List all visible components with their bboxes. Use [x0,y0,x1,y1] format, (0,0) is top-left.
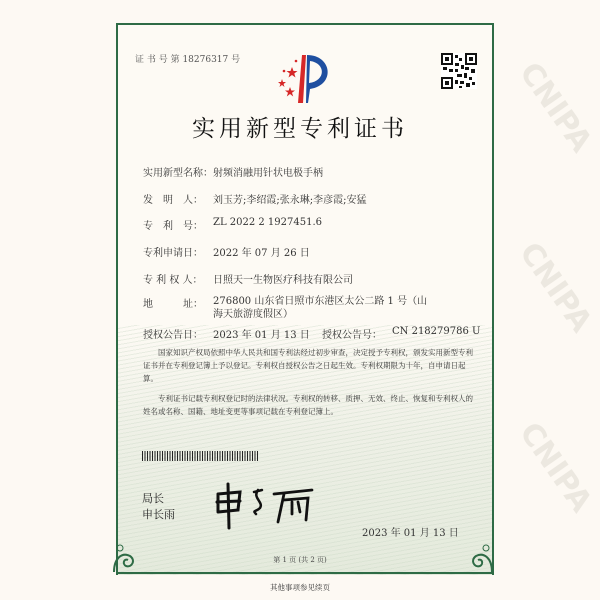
page-label: 第 1 页 (共 2 页) [273,556,327,564]
field-inventors [143,191,366,206]
field-grant-number [322,326,480,341]
statement-paragraph: 专利证书记载专利权登记时的法律状况。专利权的转移、质押、无效、终止、恢复和专利权人的姓名或名称、国籍、地址变更等事项记载在专利登记簿上。 [143,394,473,416]
director-name: 申长雨 [142,508,175,521]
watermark: CNIPA [512,236,599,339]
field-label: 专 利 权 人： [143,275,203,286]
cnipa-logo-icon [270,53,340,105]
field-label: 发 明 人： [143,195,203,206]
field-patentee [143,271,353,286]
field-grant-date [143,326,310,341]
field-value: 日照天一生物医疗科技有限公司 [213,275,353,286]
certificate-title: 实用新型专利证书 [192,116,408,142]
certificate-number: 证 书 号 第 18276317 号 [135,55,241,65]
field-label: 授权公告日： [143,330,203,341]
field-label: 专 利 号： [143,221,203,232]
field-value: 2023 年 01 月 13 日 [213,330,310,341]
statement-paragraph: 国家知识产权局依照中华人民共和国专利法经过初步审查，决定授予专利权，颁发实用新型专利证书并在专利登记簿上予以登记。专利权自授权公告之日起生效。专利权期限为十年，自申请日起算。 [143,348,473,383]
field-value: 276800 山东省日照市东港区太公二路 1 号（山海天旅游度假区） [213,296,428,320]
field-value: 射频消融用针状电极手柄 [213,168,323,179]
watermark: CNIPA [512,56,599,159]
signature [212,480,317,530]
director-title: 局长 [142,492,164,505]
field-utility-model-name [143,164,323,179]
field-application-date [143,244,310,259]
continuation-note: 其他事项参见续页 [270,583,330,592]
issue-date: 2023 年 01 月 13 日 [362,528,459,539]
field-label: 授权公告号： [322,330,382,341]
field-patent-number [143,217,322,232]
qr-code-icon [441,53,477,89]
field-value: ZL 2022 2 1927451.6 [213,217,323,228]
field-label: 实用新型名称： [143,168,213,179]
watermark: CNIPA [512,416,599,519]
field-address [143,295,433,321]
bottom-border [116,572,494,574]
barcode [142,451,258,461]
field-label: 专利申请日： [143,248,203,259]
field-label: 地 址： [143,299,203,310]
field-value: CN 218279786 U [392,326,481,337]
field-value: 刘玉芳;李绍霞;张永琳;李彦霞;安猛 [213,195,367,206]
field-value: 2022 年 07 月 26 日 [213,248,310,259]
